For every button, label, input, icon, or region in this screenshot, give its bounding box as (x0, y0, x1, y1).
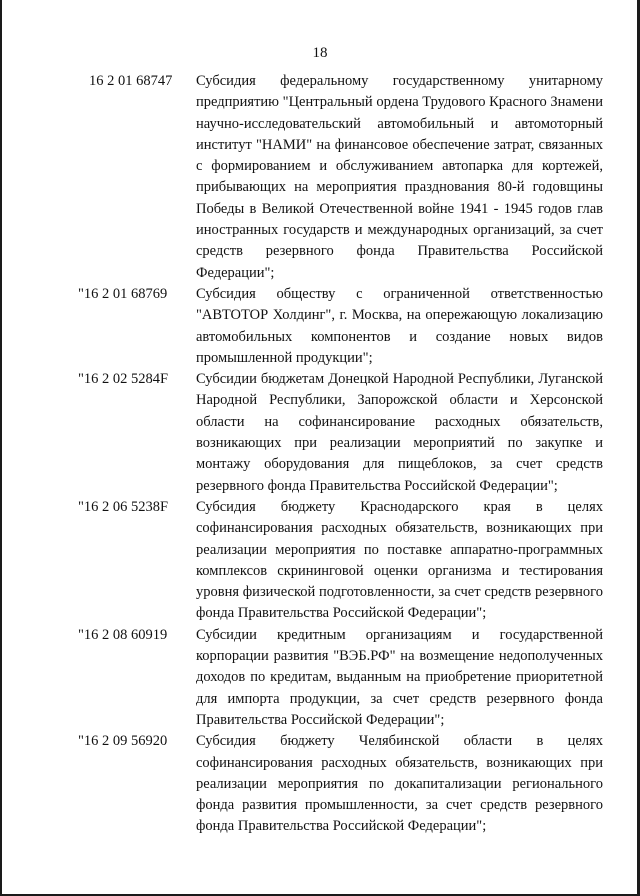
page-number: 18 (312, 45, 328, 61)
budget-code: "16 2 06 5238F (78, 498, 169, 515)
entry-description: Субсидии кредитным организациям и государственной корпорации развития "ВЭБ.РФ" на возмещение недополученных доходов по кредитам, выданным на приобретение приоритетной для импорта продукции, за счет средств резервного фонда Правительства Российской Федерации"; (196, 626, 603, 728)
entries-list (0, 71, 640, 838)
entry-description: Субсидия обществу с ограниченной ответственностью "АВТОТОР Холдинг", г. Москва, на опережающую локализацию автомобильных компонентов и создание новых видов промышленной продукции"; (196, 285, 603, 366)
budget-code: "16 2 01 68769 (78, 285, 168, 302)
budget-code: "16 2 09 56920 (78, 733, 168, 750)
list-item (0, 625, 640, 731)
entry-description: Субсидия бюджету Челябинской области в целях софинансирования расходных обязательств, возникающих при реализации мероприятия по докапитализации регионального фонда развития промышленности, за счет средств резервного фонда Правительства Российской Федерации"; (196, 733, 603, 835)
entry-description: Субсидия федеральному государственному унитарному предприятию "Центральный ордена Трудового Красного Знамени научно-исследовательский автомобильный и автомоторный институт "НАМИ" на финансовое обеспечение затрат, связанных с формированием и обслуживанием автопарка для кортежей, прибывающих на мероприятия празднования 80-й годовщины Победы в Великой Отечественной войне 1941 - 1945 годов глав иностранных государств и международных организаций, за счет средств резервного фонда Правительства Российской Федерации"; (196, 73, 603, 281)
list-item (0, 284, 640, 369)
budget-code: 16 2 01 68747 (89, 73, 173, 89)
entry-description: Субсидия бюджету Краснодарского края в целях софинансирования расходных обязательств, возникающих при реализации мероприятия по поставке аппаратно-программных комплексов скрининговой оценки организма и тестирования уровня физической подготовленности, за счет средств резервного фонда Правительства Российской Федерации"; (196, 498, 603, 622)
list-item (0, 497, 640, 625)
budget-code: "16 2 08 60919 (78, 626, 168, 643)
list-item (0, 731, 640, 837)
list-item (0, 369, 640, 497)
entry-description: Субсидии бюджетам Донецкой Народной Республики, Луганской Народной Республики, Запорожской области и Херсонской области на софинансирование расходных обязательств, возникающих при реализации мероприятий по закупке и монтажу оборудования для пищеблоков, за счет средств резервного фонда Правительства Российской Федерации"; (196, 371, 603, 494)
list-item (0, 71, 640, 284)
budget-code: "16 2 02 5284F (78, 371, 169, 388)
